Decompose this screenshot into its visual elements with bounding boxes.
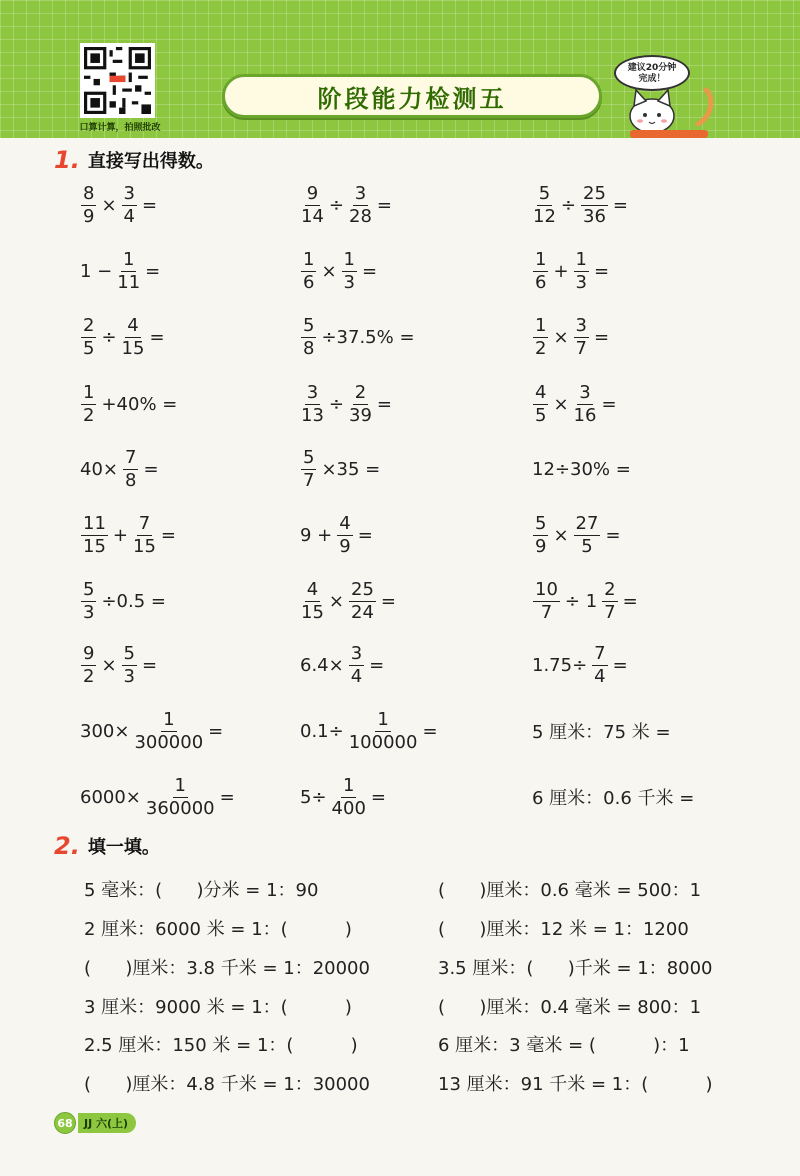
denominator: 14 [301, 205, 324, 227]
fill-problem[interactable]: 13 厘米：91 千米 = 1：( ) [438, 1074, 713, 1095]
denominator: 4 [594, 665, 606, 687]
operator-text: × [553, 326, 569, 348]
numerator: 7 [594, 642, 606, 664]
denominator: 12 [533, 205, 556, 227]
fill-problem[interactable]: ( )厘米：4.8 千米 = 1：30000 [84, 1074, 370, 1095]
fraction [592, 642, 607, 687]
numerator: 9 [306, 182, 319, 204]
worksheet-body [0, 138, 800, 1176]
denominator: 5 [581, 535, 593, 557]
operator-text: × [101, 654, 117, 676]
denominator: 3 [123, 665, 135, 687]
numerator: 5 [303, 314, 315, 336]
numerator: 1 [535, 314, 547, 336]
fill-problem[interactable]: ( )厘米：0.6 毫米 = 500：1 [438, 880, 702, 901]
numerator: 2 [354, 381, 367, 403]
denominator: 4 [350, 665, 363, 687]
denominator: 100000 [348, 731, 418, 753]
calc-problem [298, 578, 398, 624]
numerator: 3 [354, 182, 367, 204]
operator-text: × [101, 194, 117, 216]
calc-problem [530, 248, 611, 294]
denominator: 2 [83, 665, 95, 687]
calc-problem [298, 774, 388, 820]
denominator: 7 [575, 337, 587, 359]
numerator: 1 [303, 248, 315, 270]
denominator: 36 [583, 205, 606, 227]
fraction [574, 248, 589, 293]
operator-text: = [160, 524, 176, 546]
fill-problem[interactable]: 3 厘米：9000 米 = 1：( ) [84, 997, 352, 1018]
numerator: 1 [377, 708, 389, 730]
fraction [117, 248, 141, 293]
fraction [574, 512, 601, 557]
numerator: 3 [123, 182, 135, 204]
calc-problem [298, 314, 417, 360]
fraction [81, 512, 108, 557]
fraction [301, 578, 324, 623]
denominator: 8 [303, 337, 315, 359]
operator-text: 40× [80, 458, 118, 480]
operator-text: 9 + [300, 524, 333, 546]
operator-text: ÷ [560, 194, 576, 216]
fraction [533, 512, 548, 557]
operator-text: ÷0.5 = [101, 590, 166, 612]
operator-text: = [594, 326, 610, 348]
calc-problem [78, 708, 225, 754]
denominator: 2 [535, 337, 547, 359]
operator-text: × [328, 590, 344, 612]
numerator: 4 [535, 381, 547, 403]
operator-text: + [553, 260, 569, 282]
calc-problem [530, 708, 673, 754]
denominator: 9 [339, 535, 351, 557]
numerator: 5 [538, 182, 551, 204]
operator-text: = [362, 260, 378, 282]
calc-problem [78, 182, 159, 228]
calc-problem [298, 708, 440, 754]
calc-problem [530, 578, 640, 624]
denominator: 28 [349, 205, 372, 227]
qr-code-icon [84, 47, 151, 114]
denominator: 39 [349, 404, 372, 426]
fill-problem[interactable]: 6 厘米：3 毫米 = ( )：1 [438, 1035, 690, 1056]
calc-problem [78, 314, 167, 360]
operator-text: = [601, 393, 617, 415]
calc-problem [298, 512, 375, 558]
operator-text: = [219, 786, 235, 808]
header-band [0, 0, 800, 138]
fraction [301, 314, 316, 359]
qr-code[interactable] [80, 43, 155, 118]
fraction [301, 182, 324, 227]
numerator: 1 [343, 774, 355, 796]
denominator: 360000 [145, 797, 215, 819]
fraction [134, 708, 204, 753]
fill-problem[interactable]: 2.5 厘米：150 米 = 1：( ) [84, 1035, 358, 1056]
section-2-heading [54, 832, 160, 860]
numerator: 1 [343, 248, 355, 270]
numerator: 5 [535, 512, 547, 534]
qr-caption: 口算计算，拍照批改 [79, 123, 161, 133]
denominator: 9 [535, 535, 547, 557]
operator-text: = [142, 654, 158, 676]
numerator: 5 [303, 446, 315, 468]
operator-text: ÷ [328, 393, 344, 415]
numerator: 27 [575, 512, 599, 534]
numerator: 1 [122, 248, 135, 270]
fraction [301, 446, 316, 491]
section-2-number: 2. [54, 832, 80, 860]
calc-problem [298, 446, 382, 492]
operator-text: × [321, 260, 337, 282]
calc-problem [78, 578, 168, 624]
operator-text: 0.1÷ [300, 720, 344, 742]
bubble-line-2: 完成！ [638, 74, 666, 84]
fill-problem[interactable]: 5 毫米：( )分米 = 1：90 [84, 880, 319, 901]
fraction [533, 182, 556, 227]
operator-text: = [142, 194, 158, 216]
fraction [337, 512, 352, 557]
calc-problem [530, 381, 619, 427]
calc-problem [298, 381, 394, 427]
cat-mascot-icon [620, 84, 720, 138]
numerator: 4 [339, 512, 351, 534]
fraction [301, 248, 316, 293]
fraction [602, 578, 617, 623]
operator-text: = [612, 654, 628, 676]
operator-text: 6 厘米：0.6 千米 = [532, 788, 695, 809]
calc-problem [298, 642, 386, 688]
fill-problem[interactable]: ( )厘米：0.4 毫米 = 800：1 [438, 997, 702, 1018]
fill-problem[interactable]: ( )厘米：3.8 千米 = 1：20000 [84, 958, 370, 979]
fraction [81, 182, 96, 227]
operator-text: = [422, 720, 438, 742]
denominator: 5 [83, 337, 95, 359]
denominator: 6 [535, 271, 547, 293]
denominator: 15 [83, 535, 106, 557]
denominator: 3 [343, 271, 355, 293]
fraction [349, 578, 376, 623]
denominator: 3 [83, 601, 95, 623]
fraction [81, 642, 96, 687]
fraction [348, 708, 418, 753]
fraction [533, 248, 548, 293]
numerator: 7 [138, 512, 151, 534]
fill-problem[interactable]: ( )厘米：12 米 = 1：1200 [438, 919, 689, 940]
fraction [349, 182, 372, 227]
operator-text: 1 − [80, 260, 113, 282]
numerator: 2 [83, 314, 95, 336]
denominator: 13 [301, 404, 324, 426]
fraction [533, 381, 548, 426]
fraction [122, 642, 137, 687]
calc-problem [530, 512, 623, 558]
denominator: 3 [575, 271, 587, 293]
calc-problem [78, 512, 178, 558]
fraction [533, 578, 560, 623]
calc-problem [298, 182, 394, 228]
numerator: 2 [604, 578, 616, 600]
numerator: 1 [83, 381, 95, 403]
numerator: 11 [83, 512, 106, 534]
denominator: 2 [83, 404, 95, 426]
fill-problem[interactable]: 3.5 厘米：( )千米 = 1：8000 [438, 958, 713, 979]
denominator: 9 [83, 205, 95, 227]
fraction [81, 578, 96, 623]
calc-problem [78, 774, 237, 820]
denominator: 4 [123, 205, 135, 227]
operator-text: +40% = [101, 393, 178, 415]
fraction [581, 182, 608, 227]
numerator: 10 [535, 578, 558, 600]
section-1-number: 1. [54, 146, 80, 174]
operator-text: × [553, 524, 569, 546]
numerator: 5 [83, 578, 95, 600]
operator-text: = [622, 590, 638, 612]
denominator: 7 [303, 469, 315, 491]
denominator: 400 [331, 797, 366, 819]
fraction [81, 314, 96, 359]
page-title-banner [222, 74, 602, 118]
calc-problem [530, 314, 611, 360]
numerator: 3 [306, 381, 319, 403]
denominator: 15 [301, 601, 324, 623]
operator-text: = [376, 194, 392, 216]
page-number: 68 [54, 1112, 76, 1134]
operator-text: = [605, 524, 621, 546]
fill-problem[interactable]: 2 厘米：6000 米 = 1：( ) [84, 919, 352, 940]
operator-text: 6.4× [300, 654, 344, 676]
section-1-heading [54, 146, 214, 174]
fraction [573, 381, 597, 426]
calc-problem [78, 642, 159, 688]
page-footer [54, 1112, 136, 1134]
operator-text: 12÷30% = [532, 458, 631, 480]
denominator: 7 [540, 601, 553, 623]
fraction [81, 381, 96, 426]
bubble-line-1: 建议20分钟 [627, 63, 677, 73]
operator-text: = [145, 260, 161, 282]
edition-label: JJ 六(上) [78, 1113, 136, 1133]
denominator: 16 [573, 404, 597, 426]
calc-problem [530, 446, 633, 492]
fraction [574, 314, 589, 359]
numerator: 7 [125, 446, 137, 468]
denominator: 300000 [134, 731, 204, 753]
numerator: 5 [123, 642, 135, 664]
numerator: 3 [579, 381, 591, 403]
operator-text: × [553, 393, 569, 415]
denominator: 7 [604, 601, 616, 623]
operator-text: 300× [80, 720, 130, 742]
numerator: 4 [127, 314, 139, 336]
operator-text: ÷ [328, 194, 344, 216]
fraction [122, 182, 137, 227]
page-title: 阶段能力检测五 [317, 84, 507, 113]
denominator: 24 [351, 601, 374, 623]
denominator: 15 [133, 535, 156, 557]
operator-text: 5÷ [300, 786, 327, 808]
calc-problem [78, 248, 162, 294]
calc-problem [298, 248, 379, 294]
calc-problem [530, 642, 630, 688]
fraction [331, 774, 366, 819]
numerator: 1 [535, 248, 547, 270]
numerator: 9 [83, 642, 95, 664]
fraction [349, 642, 364, 687]
operator-text: = [612, 194, 628, 216]
numerator: 8 [83, 182, 95, 204]
operator-text: 5 厘米：75 米 = [532, 722, 671, 743]
operator-text: = [149, 326, 165, 348]
calc-problem [78, 446, 161, 492]
fraction [301, 381, 324, 426]
numerator: 3 [575, 314, 587, 336]
numerator: 1 [575, 248, 587, 270]
operator-text: ÷37.5% = [321, 326, 415, 348]
numerator: 1 [163, 708, 175, 730]
operator-text: ×35 = [321, 458, 381, 480]
operator-text: 1.75÷ [532, 654, 588, 676]
operator-text: = [143, 458, 159, 480]
operator-text: = [380, 590, 396, 612]
operator-text: = [208, 720, 224, 742]
operator-text: 6000× [80, 786, 141, 808]
denominator: 15 [121, 337, 145, 359]
operator-text: ÷ [101, 326, 117, 348]
fraction [533, 314, 548, 359]
denominator: 5 [535, 404, 547, 426]
numerator: 1 [174, 774, 186, 796]
section-2-title: 填一填。 [87, 837, 160, 858]
denominator: 8 [125, 469, 137, 491]
operator-text: = [594, 260, 610, 282]
numerator: 25 [583, 182, 606, 204]
operator-text: = [369, 654, 385, 676]
fraction [342, 248, 357, 293]
numerator: 3 [350, 642, 363, 664]
denominator: 6 [303, 271, 315, 293]
denominator: 11 [117, 271, 141, 293]
operator-text: = [357, 524, 373, 546]
fraction [133, 512, 156, 557]
numerator: 4 [306, 578, 319, 600]
fraction [121, 314, 145, 359]
calc-problem [530, 774, 696, 820]
operator-text: = [370, 786, 386, 808]
operator-text: = [376, 393, 392, 415]
fraction [145, 774, 215, 819]
calc-problem [78, 381, 179, 427]
section-1-title: 直接写出得数。 [87, 151, 214, 172]
operator-text: + [112, 524, 128, 546]
operator-text: ÷ 1 [564, 590, 598, 612]
numerator: 25 [351, 578, 374, 600]
calc-problem [530, 182, 630, 228]
fraction [123, 446, 138, 491]
fraction [349, 381, 372, 426]
